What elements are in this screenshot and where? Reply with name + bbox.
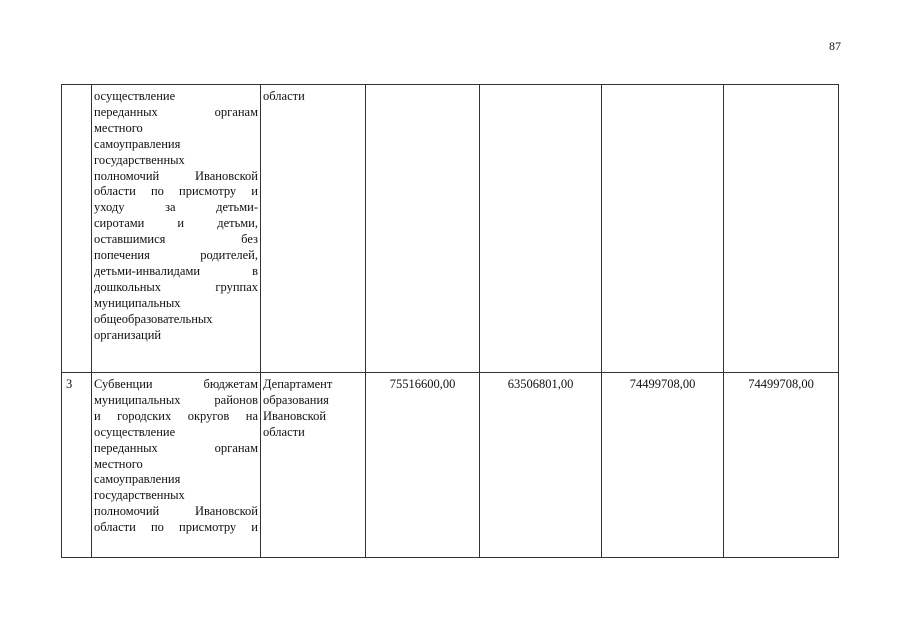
value-cell: 75516600,00 bbox=[366, 373, 480, 558]
word: и bbox=[251, 520, 258, 535]
value-cell bbox=[480, 85, 602, 373]
word: округов bbox=[187, 408, 230, 423]
name-line bbox=[94, 200, 258, 216]
dept-line: образования bbox=[263, 392, 329, 407]
word: районов bbox=[214, 392, 258, 407]
name-line: государственных bbox=[94, 152, 185, 167]
word: присмотру bbox=[179, 520, 237, 535]
page-number: 87 bbox=[829, 39, 841, 53]
name-line bbox=[94, 232, 258, 248]
row-number: 3 bbox=[62, 373, 92, 558]
value-cell bbox=[602, 85, 724, 373]
word: родителей, bbox=[200, 248, 258, 263]
name-line: муниципальных bbox=[94, 295, 181, 310]
word: без bbox=[241, 232, 258, 247]
row-number bbox=[62, 85, 92, 373]
value-cell: 74499708,00 bbox=[602, 373, 724, 558]
name-line bbox=[94, 520, 258, 536]
name-line: местного bbox=[94, 456, 143, 471]
word: сиротами bbox=[94, 216, 145, 231]
word: на bbox=[245, 408, 258, 423]
word: области bbox=[94, 184, 136, 199]
budget-table bbox=[61, 84, 839, 558]
word: детьми, bbox=[217, 216, 258, 231]
name-line: самоуправления bbox=[94, 136, 181, 151]
word: органам bbox=[214, 440, 258, 455]
dept-line: области bbox=[263, 89, 305, 103]
name-line bbox=[94, 393, 258, 409]
name-line: самоуправления bbox=[94, 472, 181, 487]
name-line bbox=[94, 216, 258, 232]
value-cell bbox=[724, 85, 839, 373]
word: детьми- bbox=[216, 200, 258, 215]
word: и bbox=[94, 408, 101, 423]
name-line bbox=[94, 280, 258, 296]
word: оставшимися bbox=[94, 232, 166, 247]
dept-line: Ивановской bbox=[263, 408, 327, 423]
word: области bbox=[94, 520, 136, 535]
name-line bbox=[94, 169, 258, 185]
word: Ивановской bbox=[194, 504, 258, 519]
name-line: осуществление bbox=[94, 424, 176, 439]
name-line: общеобразовательных bbox=[94, 311, 213, 326]
word: Субвенции bbox=[94, 377, 153, 391]
name-line bbox=[94, 264, 258, 280]
word: муниципальных bbox=[94, 392, 181, 407]
word: Ивановской bbox=[194, 168, 258, 183]
table-row bbox=[62, 373, 839, 558]
word: и bbox=[251, 184, 258, 199]
word: переданных bbox=[94, 104, 158, 119]
table-row bbox=[62, 85, 839, 373]
name-line: организаций bbox=[94, 327, 162, 342]
name-line: местного bbox=[94, 120, 143, 135]
name-line bbox=[94, 248, 258, 264]
word: полномочий bbox=[94, 168, 160, 183]
name-line: осуществление bbox=[94, 89, 176, 103]
word: органам bbox=[214, 104, 258, 119]
word: полномочий bbox=[94, 504, 160, 519]
department bbox=[261, 373, 366, 558]
subvention-name bbox=[92, 85, 261, 373]
name-line bbox=[94, 504, 258, 520]
subvention-name bbox=[92, 373, 261, 558]
name-line bbox=[94, 105, 258, 121]
word: попечения bbox=[94, 248, 150, 263]
word: детьми-инвалидами bbox=[94, 263, 201, 278]
word: присмотру bbox=[179, 184, 237, 199]
name-line bbox=[94, 441, 258, 457]
value-cell: 63506801,00 bbox=[480, 373, 602, 558]
word: городских bbox=[117, 408, 172, 423]
word: группах bbox=[215, 279, 258, 294]
word: переданных bbox=[94, 440, 158, 455]
dept-line: Департамент bbox=[263, 377, 333, 391]
word: бюджетам bbox=[203, 377, 258, 391]
word: уходу bbox=[94, 200, 125, 215]
name-line bbox=[94, 377, 258, 393]
name-line: государственных bbox=[94, 488, 185, 503]
dept-line: области bbox=[263, 424, 305, 439]
department bbox=[261, 85, 366, 373]
word: за bbox=[165, 200, 176, 215]
name-line bbox=[94, 184, 258, 200]
word: в bbox=[252, 263, 258, 278]
word: дошкольных bbox=[94, 279, 162, 294]
word: по bbox=[150, 520, 164, 535]
value-cell: 74499708,00 bbox=[724, 373, 839, 558]
name-line bbox=[94, 409, 258, 425]
word: по bbox=[150, 184, 164, 199]
word: и bbox=[177, 216, 185, 231]
value-cell bbox=[366, 85, 480, 373]
